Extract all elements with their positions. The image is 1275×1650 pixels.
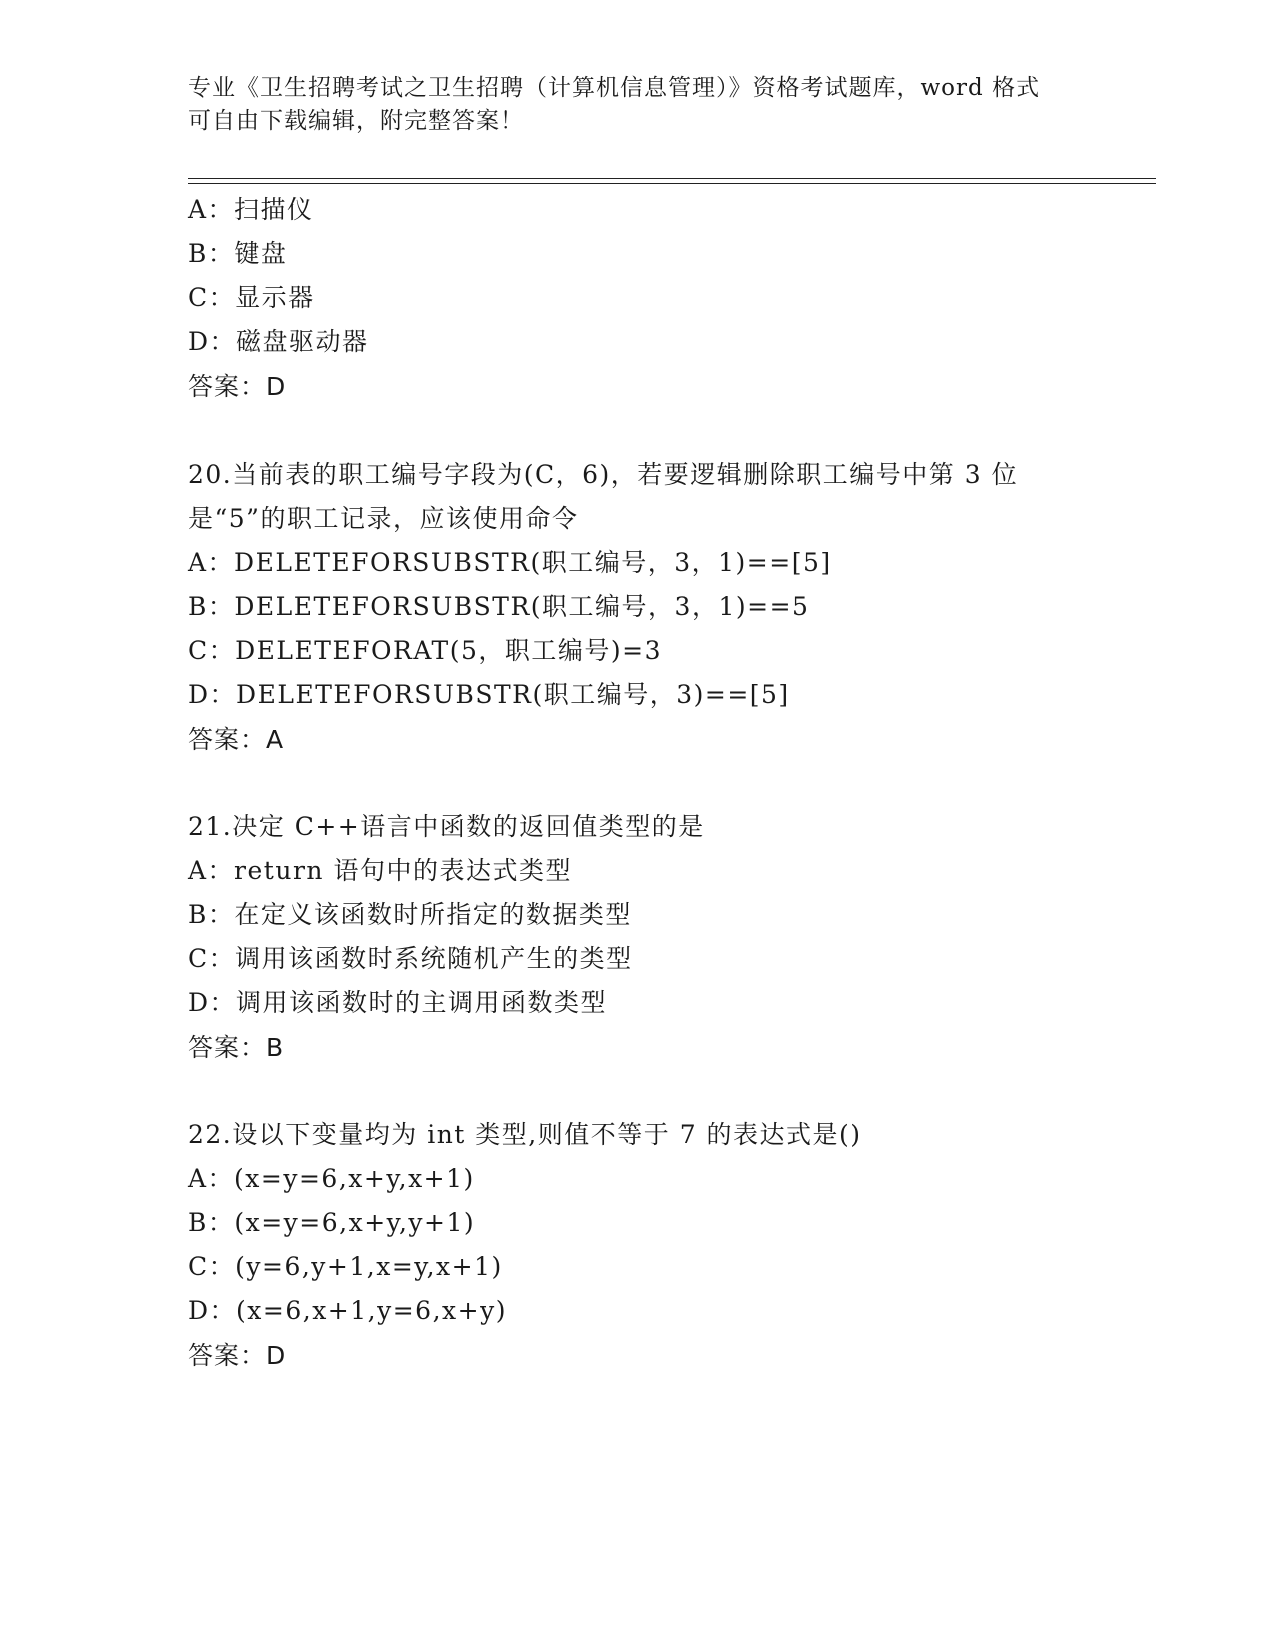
header-rule-bottom [188, 183, 1156, 184]
q22-option-a: A：(x=y=6,x+y,x+1) [188, 1164, 475, 1193]
q20-stem-line-1: 20.当前表的职工编号字段为(C，6)，若要逻辑删除职工编号中第 3 位 [188, 460, 1019, 489]
q19-answer: 答案：D [188, 372, 287, 401]
q20-option-c: C：DELETEFORAT(5，职工编号)=3 [188, 636, 662, 665]
q22-answer: 答案：D [188, 1341, 287, 1370]
q20-answer: 答案：A [188, 725, 285, 754]
page-header [188, 72, 1088, 138]
q20-option-d: D：DELETEFORSUBSTR(职工编号，3)==[5] [188, 680, 790, 709]
header-rule-top [188, 178, 1156, 179]
q21-stem: 21.决定 C++语言中函数的返回值类型的是 [188, 812, 705, 841]
q22-stem: 22.设以下变量均为 int 类型,则值不等于 7 的表达式是() [188, 1120, 862, 1149]
q20-stem-line-2: 是“5”的职工记录，应该使用命令 [188, 504, 579, 533]
q22-option-d: D：(x=6,x+1,y=6,x+y) [188, 1296, 507, 1325]
q19-option-d: D：磁盘驱动器 [188, 327, 369, 356]
q21-option-b: B：在定义该函数时所指定的数据类型 [188, 900, 632, 929]
q21-option-c: C：调用该函数时系统随机产生的类型 [188, 944, 633, 973]
header-line-1: 专业《卫生招聘考试之卫生招聘（计算机信息管理）》资格考试题库，word 格式 [188, 75, 1041, 101]
q20-option-b: B：DELETEFORSUBSTR(职工编号，3，1)==5 [188, 592, 810, 621]
q19-option-a: A：扫描仪 [188, 195, 314, 224]
q19-option-c: C：显示器 [188, 283, 315, 312]
q22-option-c: C：(y=6,y+1,x=y,x+1) [188, 1252, 503, 1281]
q21-answer: 答案：B [188, 1033, 285, 1062]
header-line-2: 可自由下载编辑，附完整答案！ [188, 108, 524, 134]
q21-option-a: A：return 语句中的表达式类型 [188, 856, 572, 885]
q22-option-b: B：(x=y=6,x+y,y+1) [188, 1208, 476, 1237]
q19-option-b: B：键盘 [188, 239, 288, 268]
q20-option-a: A：DELETEFORSUBSTR(职工编号，3，1)==[5] [188, 548, 832, 577]
q21-option-d: D：调用该函数时的主调用函数类型 [188, 988, 608, 1017]
